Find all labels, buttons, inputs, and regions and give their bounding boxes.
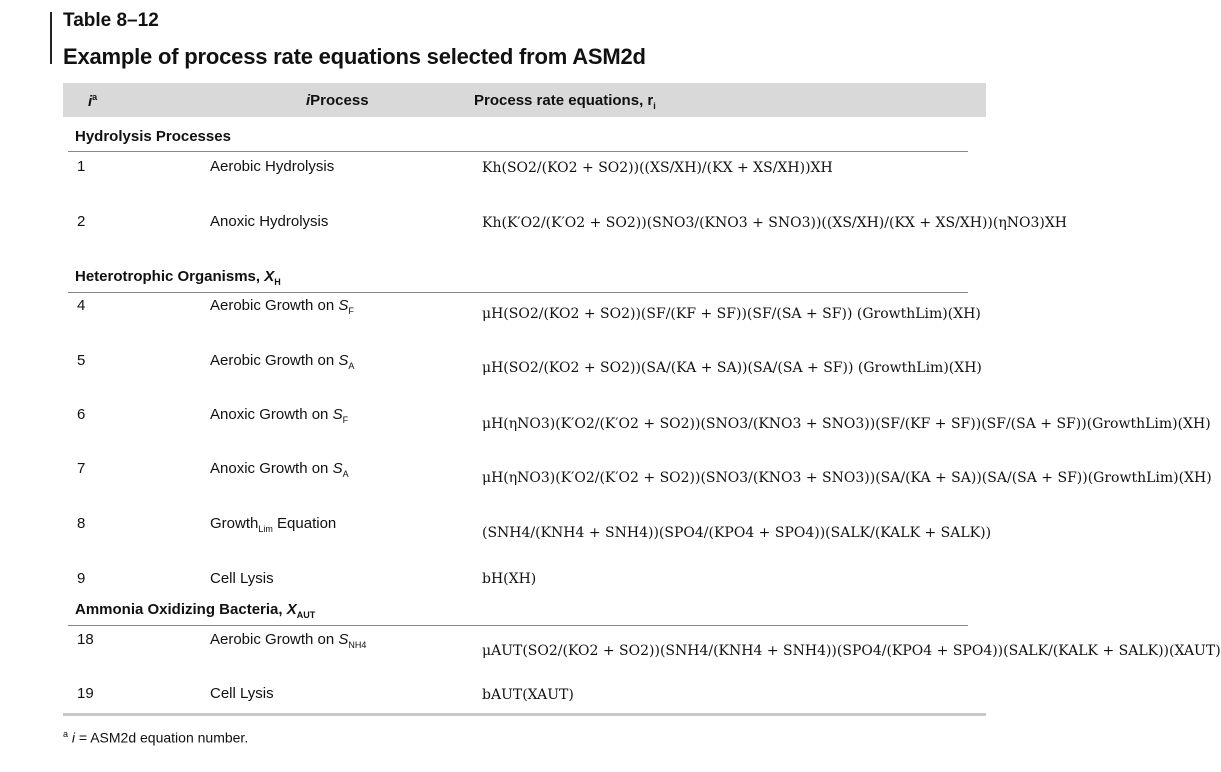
- row-process: Anoxic Growth on $S_F$: [210, 406, 349, 425]
- section-hydrolysis: Hydrolysis Processes: [75, 128, 231, 145]
- row-process: Anoxic Growth on $S_A$: [210, 460, 349, 479]
- row-process: Aerobic Growth on $S_A$: [210, 352, 355, 371]
- row-number: 18: [77, 631, 94, 648]
- row-number: 2: [77, 213, 86, 230]
- footnote: $^a$ i = ASM2d equation number.: [63, 729, 249, 746]
- row-equation: (SNH4/(KNH4 + SNH4))(SPO4/(KPO4 + SPO4))(SALK/(KALK + SALK)): [482, 525, 992, 541]
- row-equation: μAUT(SO2/(KO2 + SO2))(SNH4/(KNH4 + SNH4))(SPO4/(KPO4 + SPO4))(SALK/(KALK + SALK))(XAUT): [482, 643, 1221, 659]
- row-number: 4: [77, 297, 86, 314]
- row-equation: μH(ηNO3)(K′O2/(K′O2 + SO2))(SNO3/(KNO3 + SNO3))(SA/(KA + SA))(SA/(SA + SF))(GrowthLim)(XH): [482, 470, 1212, 486]
- table-label: Table 8–12: [63, 10, 159, 31]
- row-process: Growth$_{Lim}$ Equation: [210, 515, 337, 534]
- row-process: Cell Lysis: [210, 685, 274, 702]
- row-process: Cell Lysis: [210, 570, 274, 587]
- title-accent-bar: [50, 12, 52, 64]
- row-number: 9: [77, 570, 86, 587]
- row-process: Anoxic Hydrolysis: [210, 213, 329, 230]
- header-i: $i^a$: [88, 92, 98, 110]
- row-number: 5: [77, 352, 86, 369]
- section-ammonia-oxidizing: Ammonia Oxidizing Bacteria, $X_{AUT}$: [75, 601, 316, 620]
- row-equation: μH(SO2/(KO2 + SO2))(SA/(KA + SA))(SA/(SA + SF)) (GrowthLim)(XH): [482, 360, 982, 376]
- row-number: 6: [77, 406, 86, 423]
- row-number: 7: [77, 460, 86, 477]
- section-divider: [68, 625, 968, 626]
- section-divider: [68, 292, 968, 293]
- row-process: Aerobic Growth on $S_{NH4}$: [210, 631, 367, 650]
- row-equation: Kh(SO2/(KO2 + SO2))((XS/XH)/(KX + XS/XH))XH: [482, 160, 833, 176]
- header-equation: Process rate equations, $r_i$: [474, 92, 656, 111]
- table-header: [63, 83, 986, 117]
- row-number: 1: [77, 158, 86, 175]
- section-divider: [68, 151, 968, 152]
- row-process: Aerobic Growth on $S_F$: [210, 297, 354, 316]
- row-equation: μH(ηNO3)(K′O2/(K′O2 + SO2))(SNO3/(KNO3 + SNO3))(SF/(KF + SF))(SF/(SA + SF))(GrowthLim)(XH): [482, 416, 1211, 432]
- row-equation: Kh(K′O2/(K′O2 + SO2))(SNO3/(KNO3 + SNO3))((XS/XH)/(KX + XS/XH))(ηNO3)XH: [482, 215, 1067, 231]
- row-number: 19: [77, 685, 94, 702]
- section-heterotrophic: Heterotrophic Organisms, $X_H$: [75, 268, 281, 287]
- row-equation: bAUT(XAUT): [482, 687, 574, 703]
- row-equation: μH(SO2/(KO2 + SO2))(SF/(KF + SF))(SF/(SA + SF)) (GrowthLim)(XH): [482, 306, 981, 322]
- table-title: Example of process rate equations selected from ASM2d: [63, 44, 646, 69]
- row-number: 8: [77, 515, 86, 532]
- header-process: iProcess: [306, 92, 369, 109]
- row-process: Aerobic Hydrolysis: [210, 158, 335, 175]
- table-bottom-rule: [63, 713, 986, 716]
- row-equation: bH(XH): [482, 571, 537, 587]
